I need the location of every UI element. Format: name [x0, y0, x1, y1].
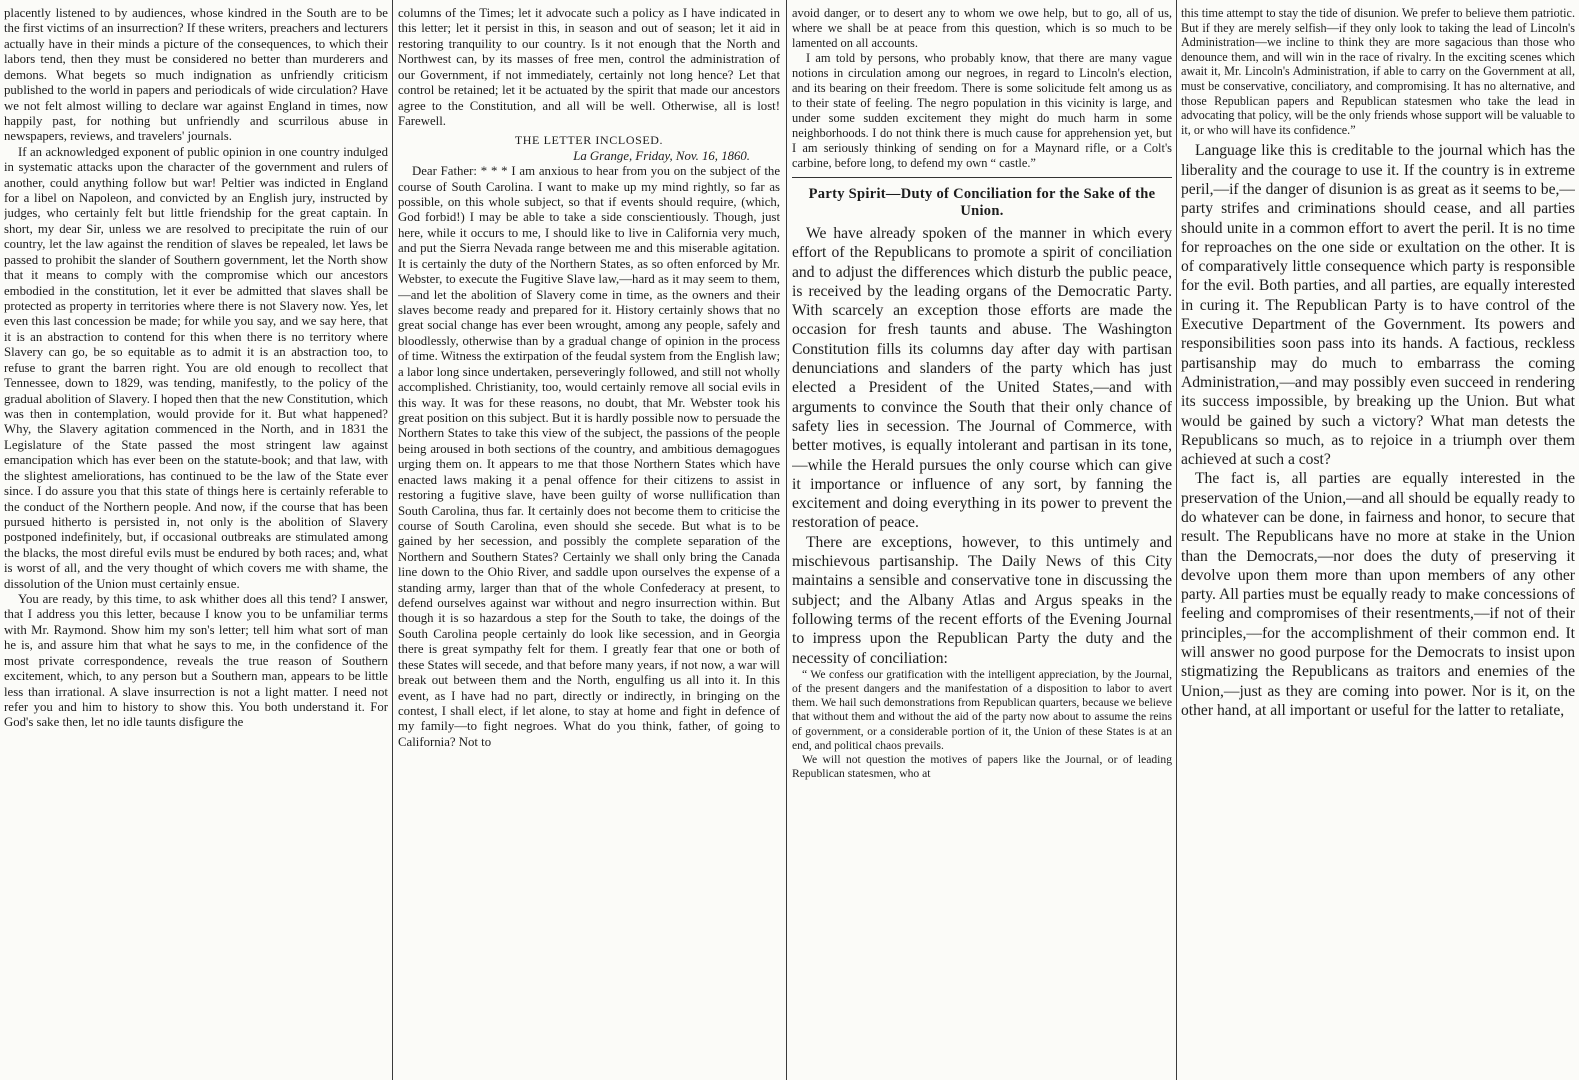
column-4 — [1181, 6, 1575, 1076]
paragraph: placently listened to by audiences, whose kindred in the South are to be the first victims of an insurrection? If these writers, preachers and lecturers actually have in their minds a picture of the consequences, to which their labors tend, then they must be considered no better than murderers and demons. What begets so much indignation as unfriendly criticism published to the world in papers and periodicals of wide circulation? Have we not felt almost willing to declare war against England in times, now happily past, for nothing but unfriendly and scurrilous abuse in newspapers, reviews, and travelers' journals. — [4, 6, 388, 144]
block-quote: We will not question the motives of papers like the Journal, or of leading Republican statesmen, who at — [792, 753, 1172, 781]
column-3 — [792, 6, 1172, 1076]
paragraph: columns of the Times; let it advocate such a policy as I have indicated in this letter; let it persist in this, in season and out of season; let it aid in restoring tranquility to our country. Is it not enough that the North and Northwest can, by its masses of free men, control the administration of our Government, if not immediately, certainly not long hence? Let that control be retained; let it be actuated by the spirit that made our ancestors agree to the Constitution, and all will be well. Otherwise, all is lost! Farewell. — [398, 6, 780, 128]
letter-heading: THE LETTER INCLOSED. — [514, 133, 664, 148]
paragraph: There are exceptions, however, to this untimely and mischievous partisanship. The Daily News of this City maintains a sensible and conservative tone in discussing the subject; and the Albany Atlas and Argus speaks in the following terms of the recent efforts of the Evening Journal to impress upon the Republican Party the duty and the necessity of conciliation: — [792, 533, 1172, 667]
section-divider — [792, 177, 1172, 178]
paragraph: We have already spoken of the manner in which every effort of the Republicans to promote a spirit of conciliation and to adjust the differences which disturb the public peace, is received by the leading organs of the Democratic Party. With scarcely an exception those efforts are made the occasion for fresh taunts and abuse. The Washington Constitution fills its columns day after day with partisan denunciations and slanders of the party which has just elected a President of the United States,—and with arguments to convince the South that their only chance of safety lies in secession. The Journal of Commerce, with better motives, is equally intolerant and partisan in its tone,—while the Herald pursues the only course which can give it importance or influence of any sort, by fanning the excitement and doing everything in its power to prevent the restoration of peace. — [792, 225, 1172, 532]
paragraph: You are ready, by this time, to ask whither does all this tend? I answer, that I address you this letter, because I know you to be unfamiliar terms with Mr. Raymond. Show him my son's letter; tell him what sort of man he is, and assure him that what he says to me, in the confidence of the most private correspondence, reveals the true reason of Southern excitement, which, to any person but a Southern man, appears to be little less than irrational. A slave insurrection is not a light matter. I need not refer you and him to history to show this. You both understand it. For God's sake then, let no idle taunts disfigure the — [4, 592, 388, 730]
paragraph: The fact is, all parties are equally interested in the preservation of the Union,—and all should be equally ready to do whatever can be done, in fairness and honor, to secure that result. The Republicans have no more at stake in the Union than the Democrats,—nor does the duty of preserving it devolve upon them more than upon members of any other party. All parties must be equally ready to make concessions of feeling and compromises of their resentments,—if not of their principles,—for the accomplishment of their common end. It will answer no good purpose for the Democrats to insist upon stigmatizing the Republicans as traitors and enemies of the Union,—just as they are coming into power. Nor is it, on the other hand, at all important or useful for the latter to retaliate, — [1181, 470, 1575, 719]
column-1 — [4, 6, 388, 1076]
column-2 — [398, 6, 780, 1076]
paragraph: Language like this is creditable to the journal which has the liberality and the courage to use it. If the country is in extreme peril,—if the danger of disunion is as great as it seems to be,—party strifes and criminations should cease, and all parties should unite in a common effort to avert the peril. It is no time for reproaches on the one side or exultation on the other. It is of comparatively little consequence which party is responsible for the evil. Both parties, and all parties, are equally interested in curing it. The Republican Party is to have control of the Executive Department of the Government. Its powers and responsibilities soon pass into its hands. A factious, reckless partisanship may do much to embarrass the coming Administration,—and may possibly even succeed in rendering its success impossible, by breaking up the Union. But what would be gained by such a victory? What man detests the Republicans so much, as to rejoice in a triumph over them achieved at such a cost? — [1181, 142, 1575, 469]
paragraph: avoid danger, or to desert any to whom we owe help, but to go, all of us, where we shall be at peace from this question, which is so much to be lamented on all accounts. — [792, 6, 1172, 50]
block-quote: this time attempt to stay the tide of disunion. We prefer to believe them patriotic. But if they are merely selfish—if they only look to taking the lead of Lincoln's Administration—we incline to think they are more sagacious than those who denounce them, and will win in the race of rivalry. In the exciting scenes which await it, Mr. Lincoln's Administration, if able to carry on the Government at all, must be conservative, conciliatory, and compromising. It has no alternative, and those Republican papers and Republican statesmen who take the lead in advocating that policy, will be the only friends whose support will be valuable to it, or who will have its confidence.” — [1181, 6, 1575, 137]
article-headline: Party Spirit—Duty of Conciliation for the Sake of the Union. — [808, 186, 1156, 219]
paragraph: Dear Father: * * * I am anxious to hear from you on the subject of the course of South Carolina. I want to make up my mind rightly, so far as possible, on this whole subject, so that if events should require, (which, God forbid!) I may be able to take a side conscientiously. Though, just here, while it occurs to me, I should like to live in California very much, and put the Sierra Nevada range between me and this miserable agitation. It is certainly the duty of the Northern States, as so often enforced by Mr. Webster, to execute the Fugitive Slave law,—hard as it may seem to them,—and let the abolition of Slavery come in time, as the owners and their slaves become ready and prepared for it. History certainly shows that no great social change has ever been wrought, among any people, safely and bloodlessly, otherwise than by a gradual change of opinion in the process of time. Witness the extirpation of the feudal system from the English law; a labor long since undertaken, perseveringly followed, and still not wholly accomplished. Christianity, too, would certainly remove all social evils in this way. It was for these reasons, no doubt, that Mr. Webster took his great position on this subject. But it is hardly possible now to persuade the Northern States to take this view of the subject, the passions of the people being aroused in both sections of the country, and ambitious demagogues urging them on. It appears to me that those Northern States which have enacted laws making it a penal offence for their citizens to assist in restoring a fugitive slave, have been guilty of worse nullification than South Carolina, thus far. It certainly does not become them to criticise the course of South Carolina, even should she secede. But what is to be gained by her secession, and possibly the complete separation of the Northern and Southern States? Certainly we shall only bring the Canada line down to the Ohio River, and saddle upon ourselves the expense of a standing army, larger than that of the whole Confederacy at present, to defend ourselves against war without and negro insurrection within. But though it is so hazardous a step for the South to take, the doings of the South Carolina people certainly do look like secession, and in Georgia there is great sympathy felt for them. I greatly fear that one or both of these States will secede, and that before many years, if not now, a war will break out between them and the North, engulfing us all into it. In this event, as I have had no part, directly or indirectly, in bringing on the contest, I shall elect, if let alone, to stay at home and fight in defence of my family—to fight negroes. What do you think, father, of going to California? Not to — [398, 164, 780, 749]
column-rule — [786, 0, 787, 1080]
block-quote: “ We confess our gratification with the intelligent appreciation, by the Journal, of the present dangers and the manifestation of a disposition to labor to avert them. We hail such demonstrations from Republican quarters, because we believe that without them and without the aid of the party now about to assume the reins of government, or a considerable portion of it, the Union of these States is at an end, and political chaos prevails. — [792, 667, 1172, 752]
paragraph: I am told by persons, who probably know, that there are many vague notions in circulation among our negroes, in regard to Lincoln's election, and its bearing on their freedom. There is some solicitude felt among us as to their state of feeling. The negro population in this vicinity is large, and under some sudden excitement they might do much harm in some neighborhoods. I do not think there is much cause for apprehension yet, but I am seriously thinking of sending on for a Maynard rifle, or a Colt's carbine, before long, to defend my own “ castle.” — [792, 51, 1172, 170]
column-rule — [392, 0, 393, 1080]
letter-dateline: La Grange, Friday, Nov. 16, 1860. — [573, 148, 750, 163]
paragraph: If an acknowledged exponent of public opinion in one country indulged in systematic attacks upon the character of the government and rulers of another, could anything follow but war! Peltier was indicted in England for a libel on Napoleon, and convicted by an English jury, instructed by judges, who certainly felt but little friendship for the great captain. In short, my dear Sir, unless we are resolved to precipitate the ruin of our country, let the law against the rendition of slaves be repealed, let laws be passed to prohibit the slander of Southern government, let the North show that it means to comply with the compromise which our ancestors embodied in the constitution, let it ever be admitted that slaves shall be protected as property in territories where there is not Slavery now. Yes, let even this last concession be made; for while you say, and we say here, that it is an abstraction to contend for this when there is no territory where Slavery can go, be so equitable as to admit it is an abstraction too, to refuse to grant the barren right. You are old enough to recollect that Tennessee, down to 1829, was tending, manifestly, to the policy of the gradual abolition of Slavery. I hoped then that the new Constitution, which was then in contemplation, would provide for it. But what happened? Why, the Slavery agitation commenced in the North, and in 1831 the Legislature of the State passed the most stringent law against emancipation which has ever been on the statute-book; and that law, with the slightest ameliorations, has continued to be the law of the State ever since. I do assure you that this state of things here is certainly referable to the conduct of the Northern people. And now, if the course that has been pursued hitherto is persisted in, not only is the abolition of Slavery postponed indefinitely, but, if occasional outbreaks are stimulated among the blacks, the most direful evils must be endured by both races; and, what is worst of all, and the very thought of which covers me with shame, the dissolution of the Union must certainly ensue. — [4, 144, 388, 591]
column-rule — [1176, 0, 1177, 1080]
